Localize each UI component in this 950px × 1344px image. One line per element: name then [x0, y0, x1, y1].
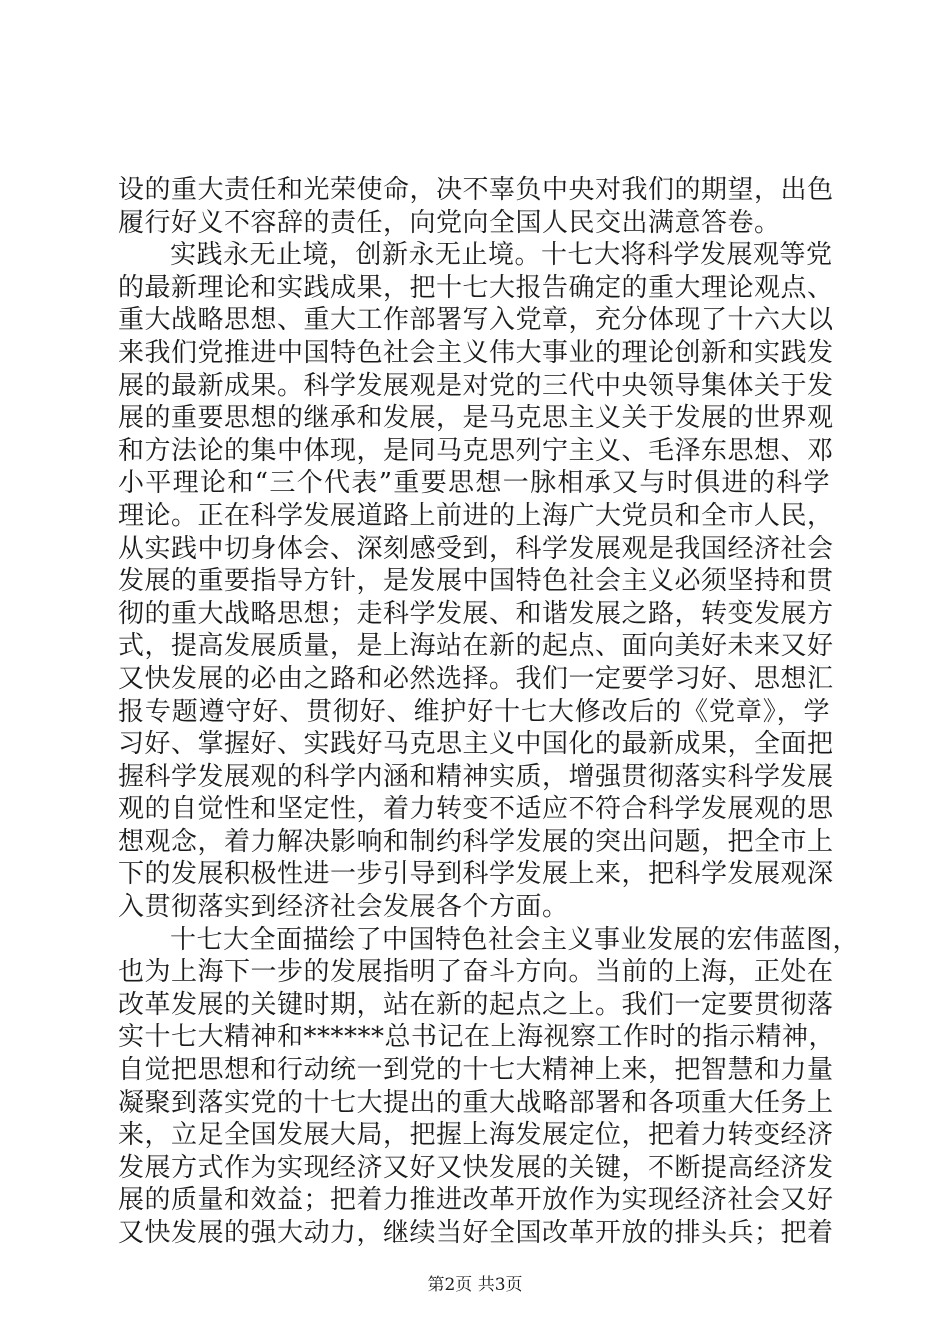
text-line: 小平理论和“三个代表”重要思想一脉相承又与时俱进的科学: [118, 468, 830, 499]
paragraph-1: [118, 174, 834, 239]
text-line: 理论。正在科学发展道路上前进的上海广大党员和全市人民，: [118, 500, 834, 531]
text-line: 式，提高发展质量，是上海站在新的起点、面向美好未来又好: [118, 631, 834, 662]
text-line: 十七大全面描绘了中国特色社会主义事业发展的宏伟蓝图，: [170, 924, 860, 955]
text-line: 展的重要思想的继承和发展，是马克思主义关于发展的世界观: [118, 403, 834, 434]
text-line: 观的自觉性和坚定性，着力转变不适应不符合科学发展观的思: [118, 794, 834, 825]
body-text: [118, 174, 860, 1250]
text-line: 的最新理论和实践成果，把十七大报告确定的重大理论观点、: [118, 272, 834, 303]
text-line: 发展的重要指导方针，是发展中国特色社会主义必须坚持和贯: [118, 566, 834, 597]
text-line: 实十七大精神和******总书记在上海视察工作时的指示精神，: [118, 1022, 836, 1053]
text-line: 从实践中切身体会、深刻感受到，科学发展观是我国经济社会: [118, 533, 834, 564]
text-line: 改革发展的关键时期，站在新的起点之上。我们一定要贯彻落: [118, 989, 834, 1020]
text-line: 握科学发展观的科学内涵和精神实质，增强贯彻落实科学发展: [118, 761, 834, 792]
text-line: 又快发展的必由之路和必然选择。我们一定要学习好、思想汇: [118, 663, 834, 694]
text-line: 和方法论的集中体现，是同马克思列宁主义、毛泽东思想、邓: [118, 435, 834, 466]
text-line: 凝聚到落实党的十七大提出的重大战略部署和各项重大任务上: [118, 1087, 834, 1118]
text-line: 彻的重大战略思想；走科学发展、和谐发展之路，转变发展方: [118, 598, 834, 629]
text-line: 重大战略思想、重大工作部署写入党章，充分体现了十六大以: [118, 305, 834, 336]
text-line: 来我们党推进中国特色社会主义伟大事业的理论创新和实践发: [118, 337, 834, 368]
text-line: 下的发展积极性进一步引导到科学发展上来，把科学发展观深: [118, 859, 834, 890]
text-line: 实践永无止境，创新永无止境。十七大将科学发展观等党: [170, 240, 833, 271]
text-line: 也为上海下一步的发展指明了奋斗方向。当前的上海，正处在: [118, 957, 834, 988]
text-line: 展的质量和效益；把着力推进改革开放作为实现经济社会又好: [118, 1185, 834, 1216]
text-line: 来，立足全国发展大局，把握上海发展定位，把着力转变经济: [118, 1120, 834, 1151]
text-line: 入贯彻落实到经济社会发展各个方面。: [118, 892, 569, 923]
paragraph-2: [118, 239, 834, 923]
page-footer: 第2页 共3页: [427, 1275, 523, 1295]
text-line: 又快发展的强大动力，继续当好全国改革开放的排头兵；把着: [118, 1218, 834, 1248]
text-line: 设的重大责任和光荣使命，决不辜负中央对我们的期望，出色: [118, 175, 834, 205]
text-line: 发展方式作为实现经济又好又快发展的关键，不断提高经济发: [118, 1152, 834, 1183]
paragraph-3: [118, 924, 860, 1250]
text-line: 履行好义不容辞的责任，向党向全国人民交出满意答卷。: [118, 207, 781, 238]
text-line: 习好、掌握好、实践好马克思主义中国化的最新成果，全面把: [118, 729, 834, 760]
text-line: 展的最新成果。科学发展观是对党的三代中央领导集体关于发: [118, 370, 834, 401]
text-line: 自觉把思想和行动统一到党的十七大精神上来，把智慧和力量: [118, 1055, 834, 1086]
text-line: 想观念，着力解决影响和制约科学发展的突出问题，把全市上: [118, 826, 834, 857]
text-line: 报专题遵守好、贯彻好、维护好十七大修改后的《党章》，学: [118, 696, 830, 727]
